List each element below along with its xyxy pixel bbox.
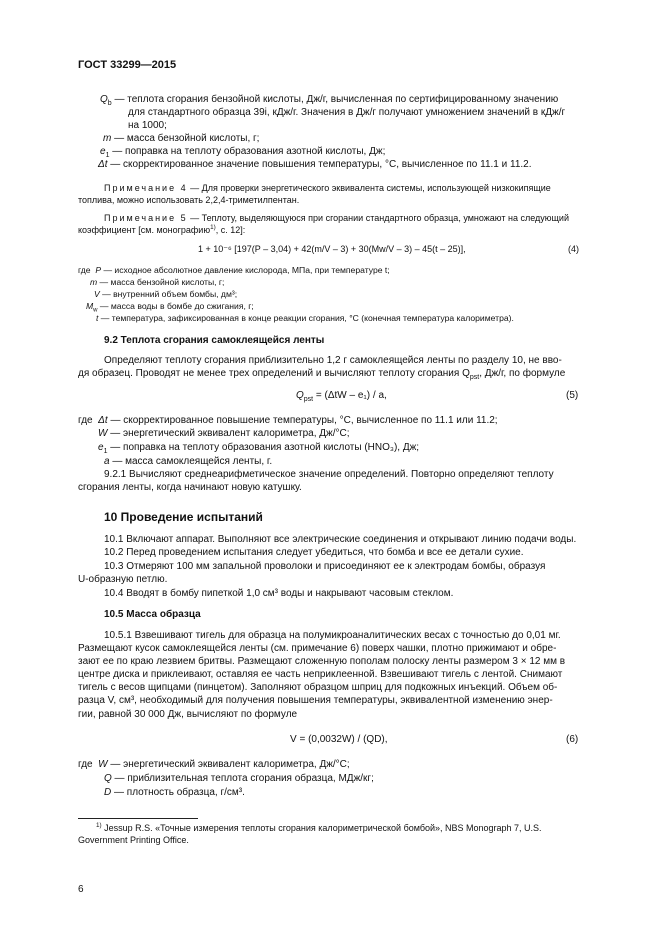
def2-t: t — температура, зафиксированная в конце реакции сгорания, °C (конечная температура калориметра). xyxy=(96,313,514,323)
sec105-def-q: Q — приблизительная теплота сгорания образца, МДж/кг; xyxy=(104,773,374,784)
def-qb-cont1: для стандартного образца 39i, кДж/г. Значения в Дж/г получают умножением значений в кДж/г xyxy=(128,107,566,118)
p10-3-l1: 10.3 Отмеряют 100 мм запальной проволоки и присоединяют ее к электродам бомбы, образуя xyxy=(104,561,546,572)
formula-4: 1 + 10⁻⁶ [197(P – 3,04) + 42(m/V – 3) + 30(Mw/V – 3) – 45(t – 25)], xyxy=(198,244,466,254)
p10-5-1-l6: разца V, см³, необходимый для получения повышения температуры, эквивалентной изменению энер- xyxy=(78,695,553,706)
def2-p: где P — исходное абсолютное давление кислорода, МПа, при температуре t; xyxy=(78,265,390,275)
note-5: Примечание 5 — Теплоту, выделяющуюся при сгорании стандартного образца, умножают на следующий xyxy=(104,213,569,223)
p10-5-1-l2: Размещают кусок самоклеящейся ленты (см. примечание 6) поверх чашки, плотно прижимают и обре- xyxy=(78,643,557,654)
sec92-def-e1: $e_1$ — поправка на теплоту образования азотной кислоты (HNO₃), Дж; xyxy=(98,442,420,455)
sec92-def-w: W — энергетический эквивалент калориметра, Дж/°C; xyxy=(98,428,350,439)
footnote-rule xyxy=(78,818,198,819)
sec92-para-l1: Определяют теплоту сгорания приблизительно 1,2 г самоклеящейся ленты по разделу 10, не вво- xyxy=(104,355,562,366)
note-4-cont: топлива, можно использовать 2,2,4-триметилпентан. xyxy=(78,195,300,205)
footnote-cont: Government Printing Office. xyxy=(78,835,189,845)
p10-5-1-l7: гии, равной 30 000 Дж, вычисляют по формуле xyxy=(78,709,298,720)
p10-5-1-l4: центре диска и приклеивают, оставляя ее часть неприклеенной. Взвешивают тигель с лентой. Снимают xyxy=(78,669,563,680)
sec921-l2: сгорания ленты, когда начинают новую катушку. xyxy=(78,482,302,493)
p10-5-1-l1: 10.5.1 Взвешивают тигель для образца на полумикроаналитических весах с точностью до 0,01 мг. xyxy=(104,630,561,641)
section-9-2-heading: 9.2 Теплота сгорания самоклеящейся ленты xyxy=(104,335,325,346)
sec92-para-l2: дя образец. Проводят не менее трех определений и вычисляют теплоту сгорания $Q_{pst}$, Дж/г, по формуле xyxy=(78,368,566,381)
p10-3-l2: U-образную петлю. xyxy=(78,574,168,585)
sec92-def-a: a — масса самоклеящейся ленты, г. xyxy=(104,456,273,467)
sec921-l1: 9.2.1 Вычисляют среднеарифметическое значение определений. Повторно определяют теплоту xyxy=(104,469,554,480)
note-4: Примечание 4 — Для проверки энергетического эквивалента системы, использующей низкокипящие xyxy=(104,183,551,193)
footnote: $^{1)}$ Jessup R.S. «Точные измерения теплоты сгорания калориметрической бомбой», NBS Monograph 7, U.S. xyxy=(96,822,542,833)
def2-m: m — масса бензойной кислоты, г; xyxy=(90,277,225,287)
note-5-cont: коэффициент [см. монографию$^{1)}$, с. 12]: xyxy=(78,224,246,235)
p10-1: 10.1 Включают аппарат. Выполняют все электрические соединения и открывают линию подачи воды. xyxy=(104,534,577,545)
formula-4-number: (4) xyxy=(568,244,579,254)
def2-v: V — внутренний объем бомбы, дм³; xyxy=(94,289,238,299)
sec92-def-dt: где Δt — скорректированное повышение температуры, °C, вычисленное по 11.1 или 11.2; xyxy=(78,415,498,426)
formula-6: V = (0,0032W) / (QD), xyxy=(290,734,388,745)
def-qb: $Q_b$ — теплота сгорания бензойной кислоты, Дж/г, вычисленная по сертифицированному значению xyxy=(100,94,559,107)
formula-5-number: (5) xyxy=(566,390,579,401)
section-10-5-heading: 10.5 Масса образца xyxy=(104,609,201,620)
def-dt: Δt — скорректированное значение повышения температуры, °C, вычисленное по 11.1 и 11.2. xyxy=(98,159,532,170)
p10-5-1-l3: зают ее по краю лезвием бритвы. Размещают сложенную пополам полоску ленты размером 3 × 12 мм в xyxy=(78,656,566,667)
sec105-def-d: D — плотность образца, г/см³. xyxy=(104,787,245,798)
formula-5: $Q_{pst} = (\Delta tW - e_1) / a$, xyxy=(296,390,387,403)
def-e1: $e_1$ — поправка на теплоту образования азотной кислоты, Дж; xyxy=(100,146,386,159)
p10-5-1-l5: тигель с весов щипцами (пинцетом). Заполняют образцом шприц для подкожных инъекций. Объем об- xyxy=(78,682,558,693)
page-number: 6 xyxy=(78,884,84,895)
formula-6-number: (6) xyxy=(566,734,579,745)
p10-2: 10.2 Перед проведением испытания следует убедиться, что бомба и все ее детали сухие. xyxy=(104,547,524,558)
def-m: m — масса бензойной кислоты, г; xyxy=(103,133,260,144)
document-header: ГОСТ 33299—2015 xyxy=(78,59,177,71)
sec105-def-w: где W — энергетический эквивалент калориметра, Дж/°C; xyxy=(78,759,350,770)
p10-4: 10.4 Вводят в бомбу пипеткой 1,0 см³ воды и накрывают часовым стеклом. xyxy=(104,588,454,599)
section-10-heading: 10 Проведение испытаний xyxy=(104,510,263,524)
def-qb-cont2: на 1000; xyxy=(128,120,167,131)
def2-mw: $M_w$ — масса воды в бомбе до сжигания, г; xyxy=(86,301,254,314)
